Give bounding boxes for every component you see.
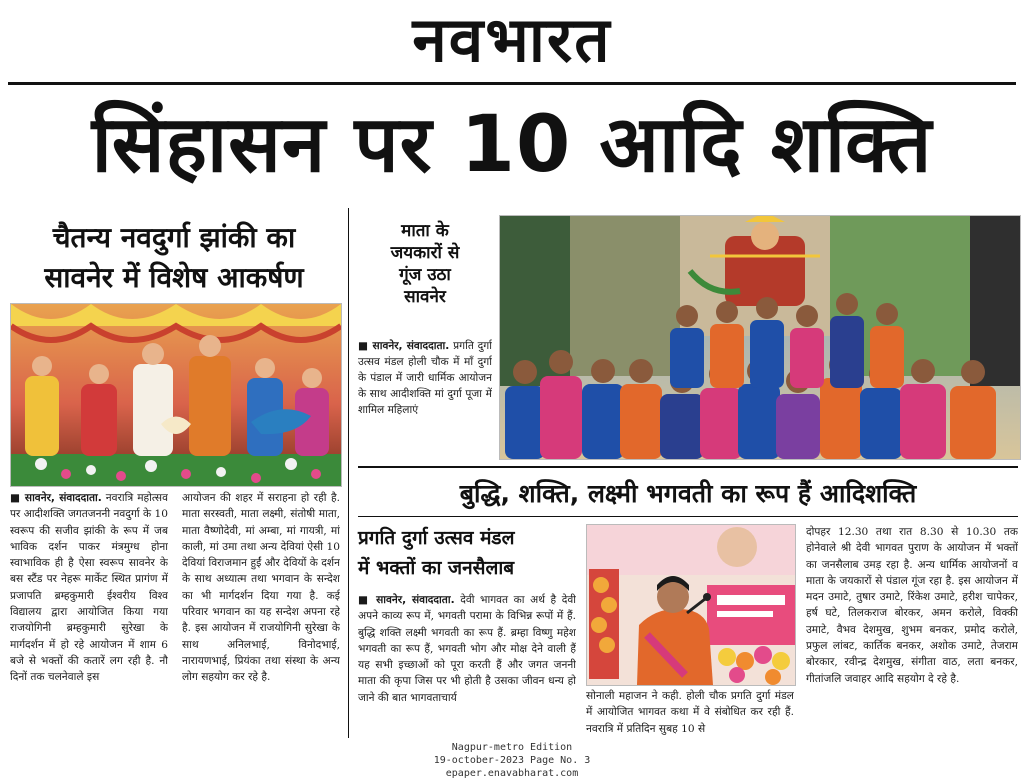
masthead-rule: [8, 82, 1016, 85]
story3-col2-text: सोनाली महाजन ने कही. होली चौक प्रगति दुर्गा मंडल में आयोजित भागवत कथा में वे संबोधित कर रही हैं. नवरात्रि में प्रतिदिन सुबह 10 से: [586, 690, 794, 735]
black-square-icon: ■: [10, 492, 25, 504]
story1-column1: [10, 490, 168, 738]
story3-dateline: सावनेर, संवाददाता.: [376, 594, 455, 606]
story1-col2-text: आयोजन की शहर में सराहना हो रही है. माता सरस्वती, माता लक्ष्मी, संतोषी माता, माता वैष्णोदेवी, मां अम्बा, मां गायत्री, मां काली, मां उमा तथा अन्य देवियां ऐसी 10 देवियां विराजमान हुईं और देवियों के दर्शन के साथ अध्यात्म तथा भगवान के सन्देश का भी मार्गदर्शन दिया गया है. कई परिवार भगवान का यह सन्देश अपना रहे है. इस आयोजन में राजयोगिनी सुरेखा के साथ अनिलभाई, विनोदभाई, नारायणभाई, प्रियंका तथा संस्था के अन्य लोग सहयोग कर रहे है.: [182, 492, 340, 684]
edition-name: Nagpur-metro Edition: [451, 742, 573, 753]
story3-col1-text: देवी भागवत का अर्थ है देवी अपने काव्य रूप में, भगवती परामा के विभिन्न रूपों में हैं. बुद्धि शक्ति लक्ष्मी भगवती का रूप हैं. ब्रम्हा विष्णु महेश भगवती का रूप हैं, भगवती भोग और मोक्ष देने वाली हैं यह सभी इच्छाओं को पूरा करती हैं और जगत जननी माता की कृपा जिस पर भी होती है उसका जीवन धन्य हो जाने की बात भागवताचार्य: [358, 594, 576, 704]
black-square-icon: ■: [358, 594, 377, 606]
story3-heading-rule: [358, 516, 1018, 517]
story3-subheading-line1: प्रगति दुर्गा उत्सव मंडल: [358, 527, 515, 549]
story2-heading-line1: माता के: [401, 221, 449, 241]
story3-heading: बुद्धि, शक्ति, लक्ष्मी भगवती का रूप हैं आदिशक्ति: [459, 479, 917, 508]
story3-subheading-line2: में भक्तों का जनसैलाब: [358, 557, 515, 579]
edition-footer: [0, 741, 1024, 780]
story1-heading-line2: सावनेर में विशेष आकर्षण: [44, 261, 304, 294]
story2-photo-women-devotees: [499, 215, 1021, 460]
story1-heading-line1: चैतन्य नवदुर्गा झांकी का: [52, 221, 296, 254]
column-divider: [348, 208, 349, 738]
newspaper-masthead: नवभारत: [412, 3, 612, 76]
story3-top-rule: [358, 466, 1018, 468]
story1-photo-navdurga-tableau: [10, 303, 342, 487]
story2-heading-line3: गूंज उठा: [399, 265, 451, 285]
black-square-icon: ■: [358, 340, 373, 352]
story2-caption-text: प्रगति दुर्गा उत्सव मंडल होली चौक में माँ दुर्गा के पंडाल में जारी धार्मिक आयोजन के साथ आदीशक्ति मां दुर्गा पूजा में शामिल महिलाएं: [358, 340, 492, 416]
story1-dateline: सावनेर, संवाददाता.: [24, 492, 102, 504]
story2-dateline: सावनेर, संवाददाता.: [372, 340, 450, 352]
story3-col3-text: दोपहर 12.30 तथा रात 8.30 से 10.30 तक होनेवाले श्री देवी भागवत पुराण के आयोजन में भक्तों का जनसैलाब उमड़ रहा है. अन्य धार्मिक आयोजनों व माता के जयकारों से पंडाल गूंज रहा है. इस आयोजन में मदन उमाटे, तुषार उमाटे, रिंकेश उमाटे, हरीश चापेकर, हर्ष घटे, तिलकराज बोरकर, अमन करोले, विक्की उमाटे, वैभव देशमुख, शुभम बनकर, प्रमोद करोले, प्रफुल लांबट, कार्तिक बनकर, अशोक उमाटे, तेजराम बोरकार, रवीन्द्र देशमुख, संगीता वाठ, लता बनकर, गीतांजलि जवाहर आदि सहयोग दे रहे है.: [806, 526, 1018, 685]
story1-col1-text: नवरात्रि महोत्सव पर आदीशक्ति जगतजननी नवदुर्गा के 10 स्वरूप की सजीव झांकी के रूप में जब भाविक दर्शन पाकर मंत्रमुग्ध होना स्वाभाविक ही है ऐसा स्वरूप सावनेर के बस स्टैंड पर नेहरू मार्केट स्थित प्रागंण में प्रजापति ब्रम्हकुमारी ईश्वरीय विश्व विद्यालय द्वारा आयोजित किया गया राजयोगिनी ब्रम्हकुमारी सुरेखा के मार्गदर्शन में हो रहे आयोजन में शाम 6 बजे से भक्तों की कतारें लग रही है. नौ दिनों तक चलनेवाले इस: [10, 492, 168, 684]
story3-column2: [586, 688, 794, 738]
story2-caption: [358, 338, 492, 458]
story2-heading: [358, 220, 492, 308]
story1-column2: [182, 490, 340, 738]
story2-heading-line4: सावनेर: [404, 287, 446, 307]
edition-date-page: 19-october-2023 Page No. 3: [433, 755, 591, 766]
story3-photo-speaker-sonali: [586, 524, 796, 686]
story2-heading-line2: जयकारों से: [390, 243, 460, 263]
epaper-site-link[interactable]: epaper.enavabharat.com: [445, 768, 579, 779]
main-headline: सिंहासन पर 10 आदि शक्ति: [91, 100, 933, 190]
story3-column3: [806, 524, 1018, 738]
story3-column1: [358, 592, 576, 738]
